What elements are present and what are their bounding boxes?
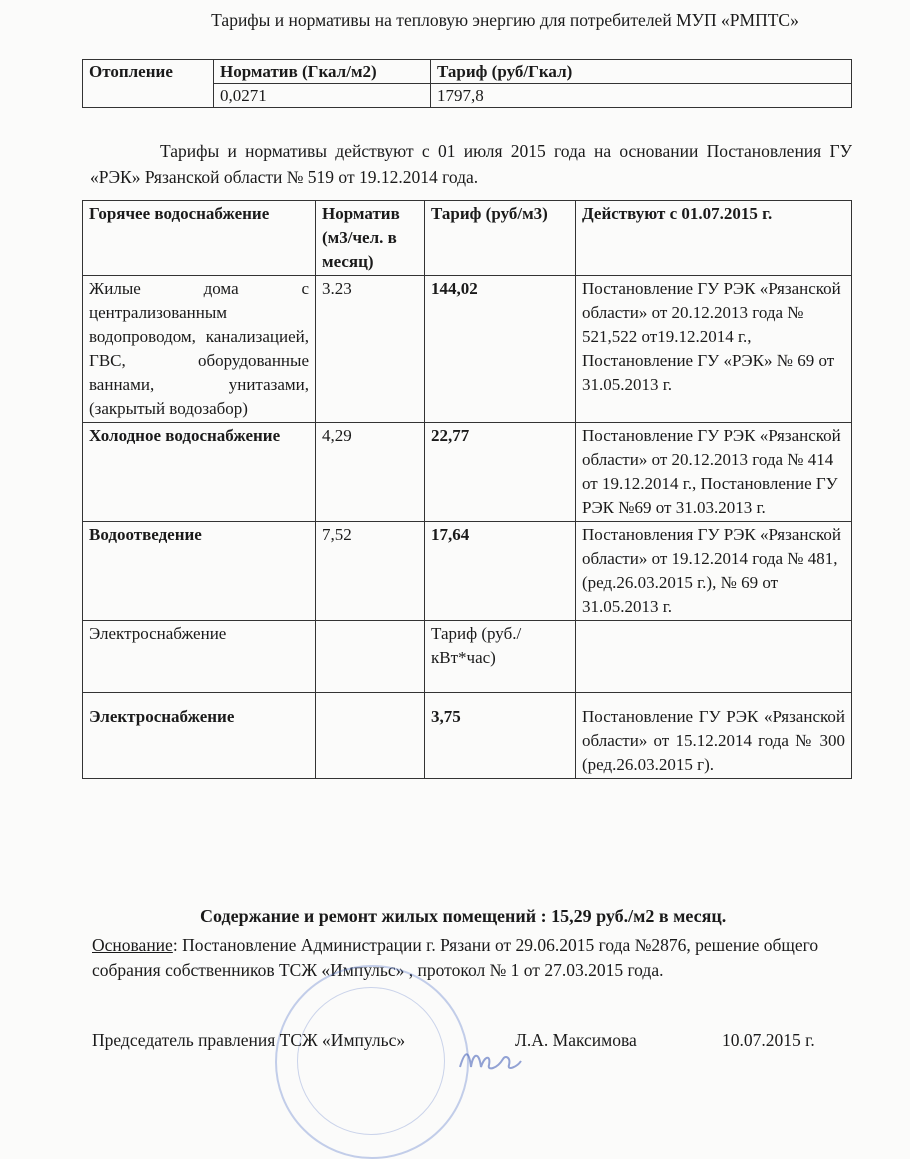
document-title: Тарифы и нормативы на тепловую энергию для потребителей МУП «РМПТС»: [211, 10, 799, 30]
organization-stamp: [275, 965, 469, 1159]
signature-date: 10.07.2015 г.: [722, 1030, 815, 1050]
electricity-basis: Постановление ГУ РЭК «Рязанской области» от 15.12.2014 года № 300 (ред.26.03.2015 г).: [576, 693, 852, 779]
heating-empty-cell: [83, 84, 214, 108]
cold-water-basis: Постановление ГУ РЭК «Рязанской области» от 20.12.2013 года № 414 от 19.12.2014 г., Постановление ГУ РЭК №69 от 31.03.2013 г.: [576, 423, 852, 522]
drainage-tariff: 17,64: [425, 522, 576, 621]
basis-paragraph: [92, 933, 852, 983]
header-norm: Норматив (м3/чел. в месяц): [316, 201, 425, 276]
cold-water-norm: 4,29: [316, 423, 425, 522]
electricity-tariff-label: Тариф (руб./кВт*час): [425, 621, 576, 693]
heating-label: Отопление: [83, 60, 214, 84]
maintenance-line: Содержание и ремонт жилых помещений : 15,29 руб./м2 в месяц.: [200, 906, 727, 926]
heating-tariff-header: Тариф (руб/Гкал): [431, 60, 852, 84]
basis-text: : Постановление Администрации г. Рязани от 29.06.2015 года №2876, решение общего собрания собственников ТСЖ «Импульс» , протокол № 1 от 27.03.2015 года.: [92, 935, 819, 980]
validity-note: Тарифы и нормативы действуют с 01 июля 2015 года на основании Постановления ГУ «РЭК» Рязанской области № 519 от 19.12.2014 года.: [90, 141, 852, 187]
drainage-name: Водоотведение: [83, 522, 316, 621]
hot-water-tariff: 144,02: [425, 276, 576, 423]
electricity-tariff: 3,75: [425, 693, 576, 779]
table-row: [83, 423, 852, 522]
signer-position: Председатель правления ТСЖ «Импульс»: [92, 1030, 406, 1050]
electricity-header-empty: [316, 621, 425, 693]
heating-norm-header: Норматив (Гкал/м2): [214, 60, 431, 84]
drainage-norm: 7,52: [316, 522, 425, 621]
table-header-row: [83, 201, 852, 276]
header-valid-from: Действуют с 01.07.2015 г.: [576, 201, 852, 276]
hot-water-norm: 3.23: [316, 276, 425, 423]
table-row: [83, 276, 852, 423]
table-row: [83, 522, 852, 621]
electricity-name: Электроснабжение: [83, 693, 316, 779]
basis-label: Основание: [92, 935, 173, 955]
cold-water-name: Холодное водоснабжение: [83, 423, 316, 522]
heating-tariff-value: 1797,8: [431, 84, 852, 108]
table-row: [83, 693, 852, 779]
drainage-basis: Постановления ГУ РЭК «Рязанской области» от 19.12.2014 года № 481, (ред.26.03.2015 г.), № 69 от 31.05.2013 г.: [576, 522, 852, 621]
cold-water-tariff: 22,77: [425, 423, 576, 522]
electricity-header-name: Электроснабжение: [83, 621, 316, 693]
hot-water-description: Жилые дома с централизованным водопроводом, канализацией, ГВС, оборудованные ваннами, унитазами, (закрытый водозабор): [83, 276, 316, 423]
heating-norm-value: 0,0271: [214, 84, 431, 108]
signature-line: [92, 1030, 815, 1051]
stamp-inner-ring: [297, 987, 445, 1135]
table-row: [83, 621, 852, 693]
signer-name: Л.А. Максимова: [515, 1030, 637, 1050]
header-tariff: Тариф (руб/м3): [425, 201, 576, 276]
heating-table: [82, 59, 852, 108]
tariffs-table: [82, 200, 852, 779]
electricity-header-empty-basis: [576, 621, 852, 693]
hot-water-basis: Постановление ГУ РЭК «Рязанской области» от 20.12.2013 года № 521,522 от19.12.2014 г., Постановление ГУ «РЭК» № 69 от 31.05.2013 г.: [576, 276, 852, 423]
header-hot-water: Горячее водоснабжение: [83, 201, 316, 276]
electricity-norm-empty: [316, 693, 425, 779]
